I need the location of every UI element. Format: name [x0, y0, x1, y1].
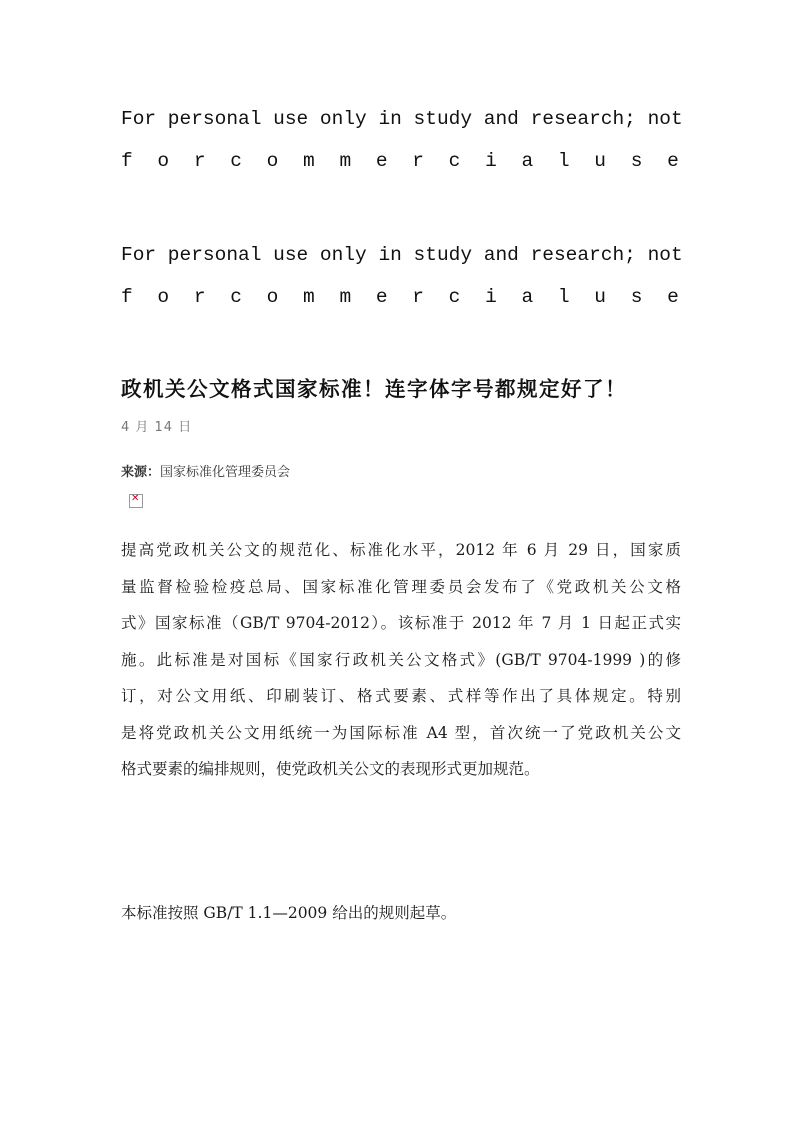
article-paragraph: [121, 532, 681, 788]
paragraph-line: 订，对公文用纸、印刷装订、格式要素、式样等作出了具体规定。特别: [121, 687, 681, 705]
article-title: 政机关公文格式国家标准！连字体字号都规定好了！: [121, 377, 627, 401]
disclaimer-letter: c: [230, 286, 242, 308]
disclaimer-letter: e: [375, 286, 388, 308]
disclaimer-letter: r: [412, 150, 424, 172]
broken-image-icon[interactable]: [129, 494, 143, 508]
disclaimer-letter: s: [630, 286, 643, 308]
disclaimer-block: [121, 104, 683, 176]
disclaimer-letter: m: [339, 286, 352, 308]
disclaimer-letter: f: [121, 150, 133, 172]
paragraph-line: 是将党政机关公文用纸统一为国际标准 A4 型，首次统一了党政机关公文: [121, 723, 681, 742]
source-label: 来源：: [121, 465, 161, 480]
disclaimer-letter: f: [121, 286, 133, 308]
paragraph-line: 提高党政机关公文的规范化、标准化水平，2012 年 6 月 29 日，国家质: [121, 541, 681, 559]
disclaimer-letter: e: [667, 150, 679, 172]
disclaimer-letter: l: [557, 286, 570, 308]
disclaimer-letter: u: [594, 150, 606, 172]
disclaimer-letter: l: [557, 150, 570, 172]
source-value: 国家标准化管理委员会: [160, 465, 291, 480]
disclaimer-spaced-line: [121, 146, 679, 176]
disclaimer-letter: a: [521, 286, 534, 308]
paragraph-line: 格式要素的编排规则，使党政机关公文的表现形式更加规范。: [121, 760, 540, 778]
paragraph-line: 施。此标准是对国标《国家行政机关公文格式》(GB/T 9704-1999 )的修: [121, 650, 681, 669]
disclaimer-letter: o: [157, 150, 170, 172]
disclaimer-letter: m: [339, 150, 352, 172]
disclaimer-letter: o: [266, 150, 279, 172]
disclaimer-letter: r: [193, 150, 206, 172]
disclaimer-letter: s: [630, 150, 643, 172]
disclaimer-block: [121, 240, 683, 312]
disclaimer-letter: m: [303, 150, 315, 172]
disclaimer-letter: c: [448, 150, 461, 172]
standard-note: 本标准按照 GB/T 1.1—2009 给出的规则起草。: [121, 904, 457, 922]
disclaimer-letter: e: [667, 286, 679, 308]
disclaimer-letter: a: [521, 150, 534, 172]
disclaimer-letter: c: [230, 150, 242, 172]
disclaimer-letter: o: [266, 286, 279, 308]
disclaimer-letter: e: [375, 150, 388, 172]
disclaimer-letter: i: [485, 150, 497, 172]
disclaimer-letter: i: [485, 286, 497, 308]
disclaimer-letter: c: [448, 286, 461, 308]
article-source: [121, 461, 290, 480]
paragraph-line: 式》国家标准（GB/T 9704-2012）。该标准于 2012 年 7 月 1 日起正式实: [121, 614, 681, 632]
disclaimer-spaced-line: [121, 282, 679, 312]
disclaimer-letter: o: [157, 286, 170, 308]
article-date: 4 月 14 日: [121, 420, 193, 435]
disclaimer-line: For personal use only in study and research; not: [121, 108, 683, 130]
disclaimer-letter: u: [594, 286, 606, 308]
disclaimer-line: For personal use only in study and research; not: [121, 244, 683, 266]
disclaimer-letter: m: [303, 286, 315, 308]
paragraph-line: 量监督检验检疫总局、国家标准化管理委员会发布了《党政机关公文格: [121, 577, 681, 596]
disclaimer-letter: r: [193, 286, 206, 308]
disclaimer-letter: r: [412, 286, 424, 308]
